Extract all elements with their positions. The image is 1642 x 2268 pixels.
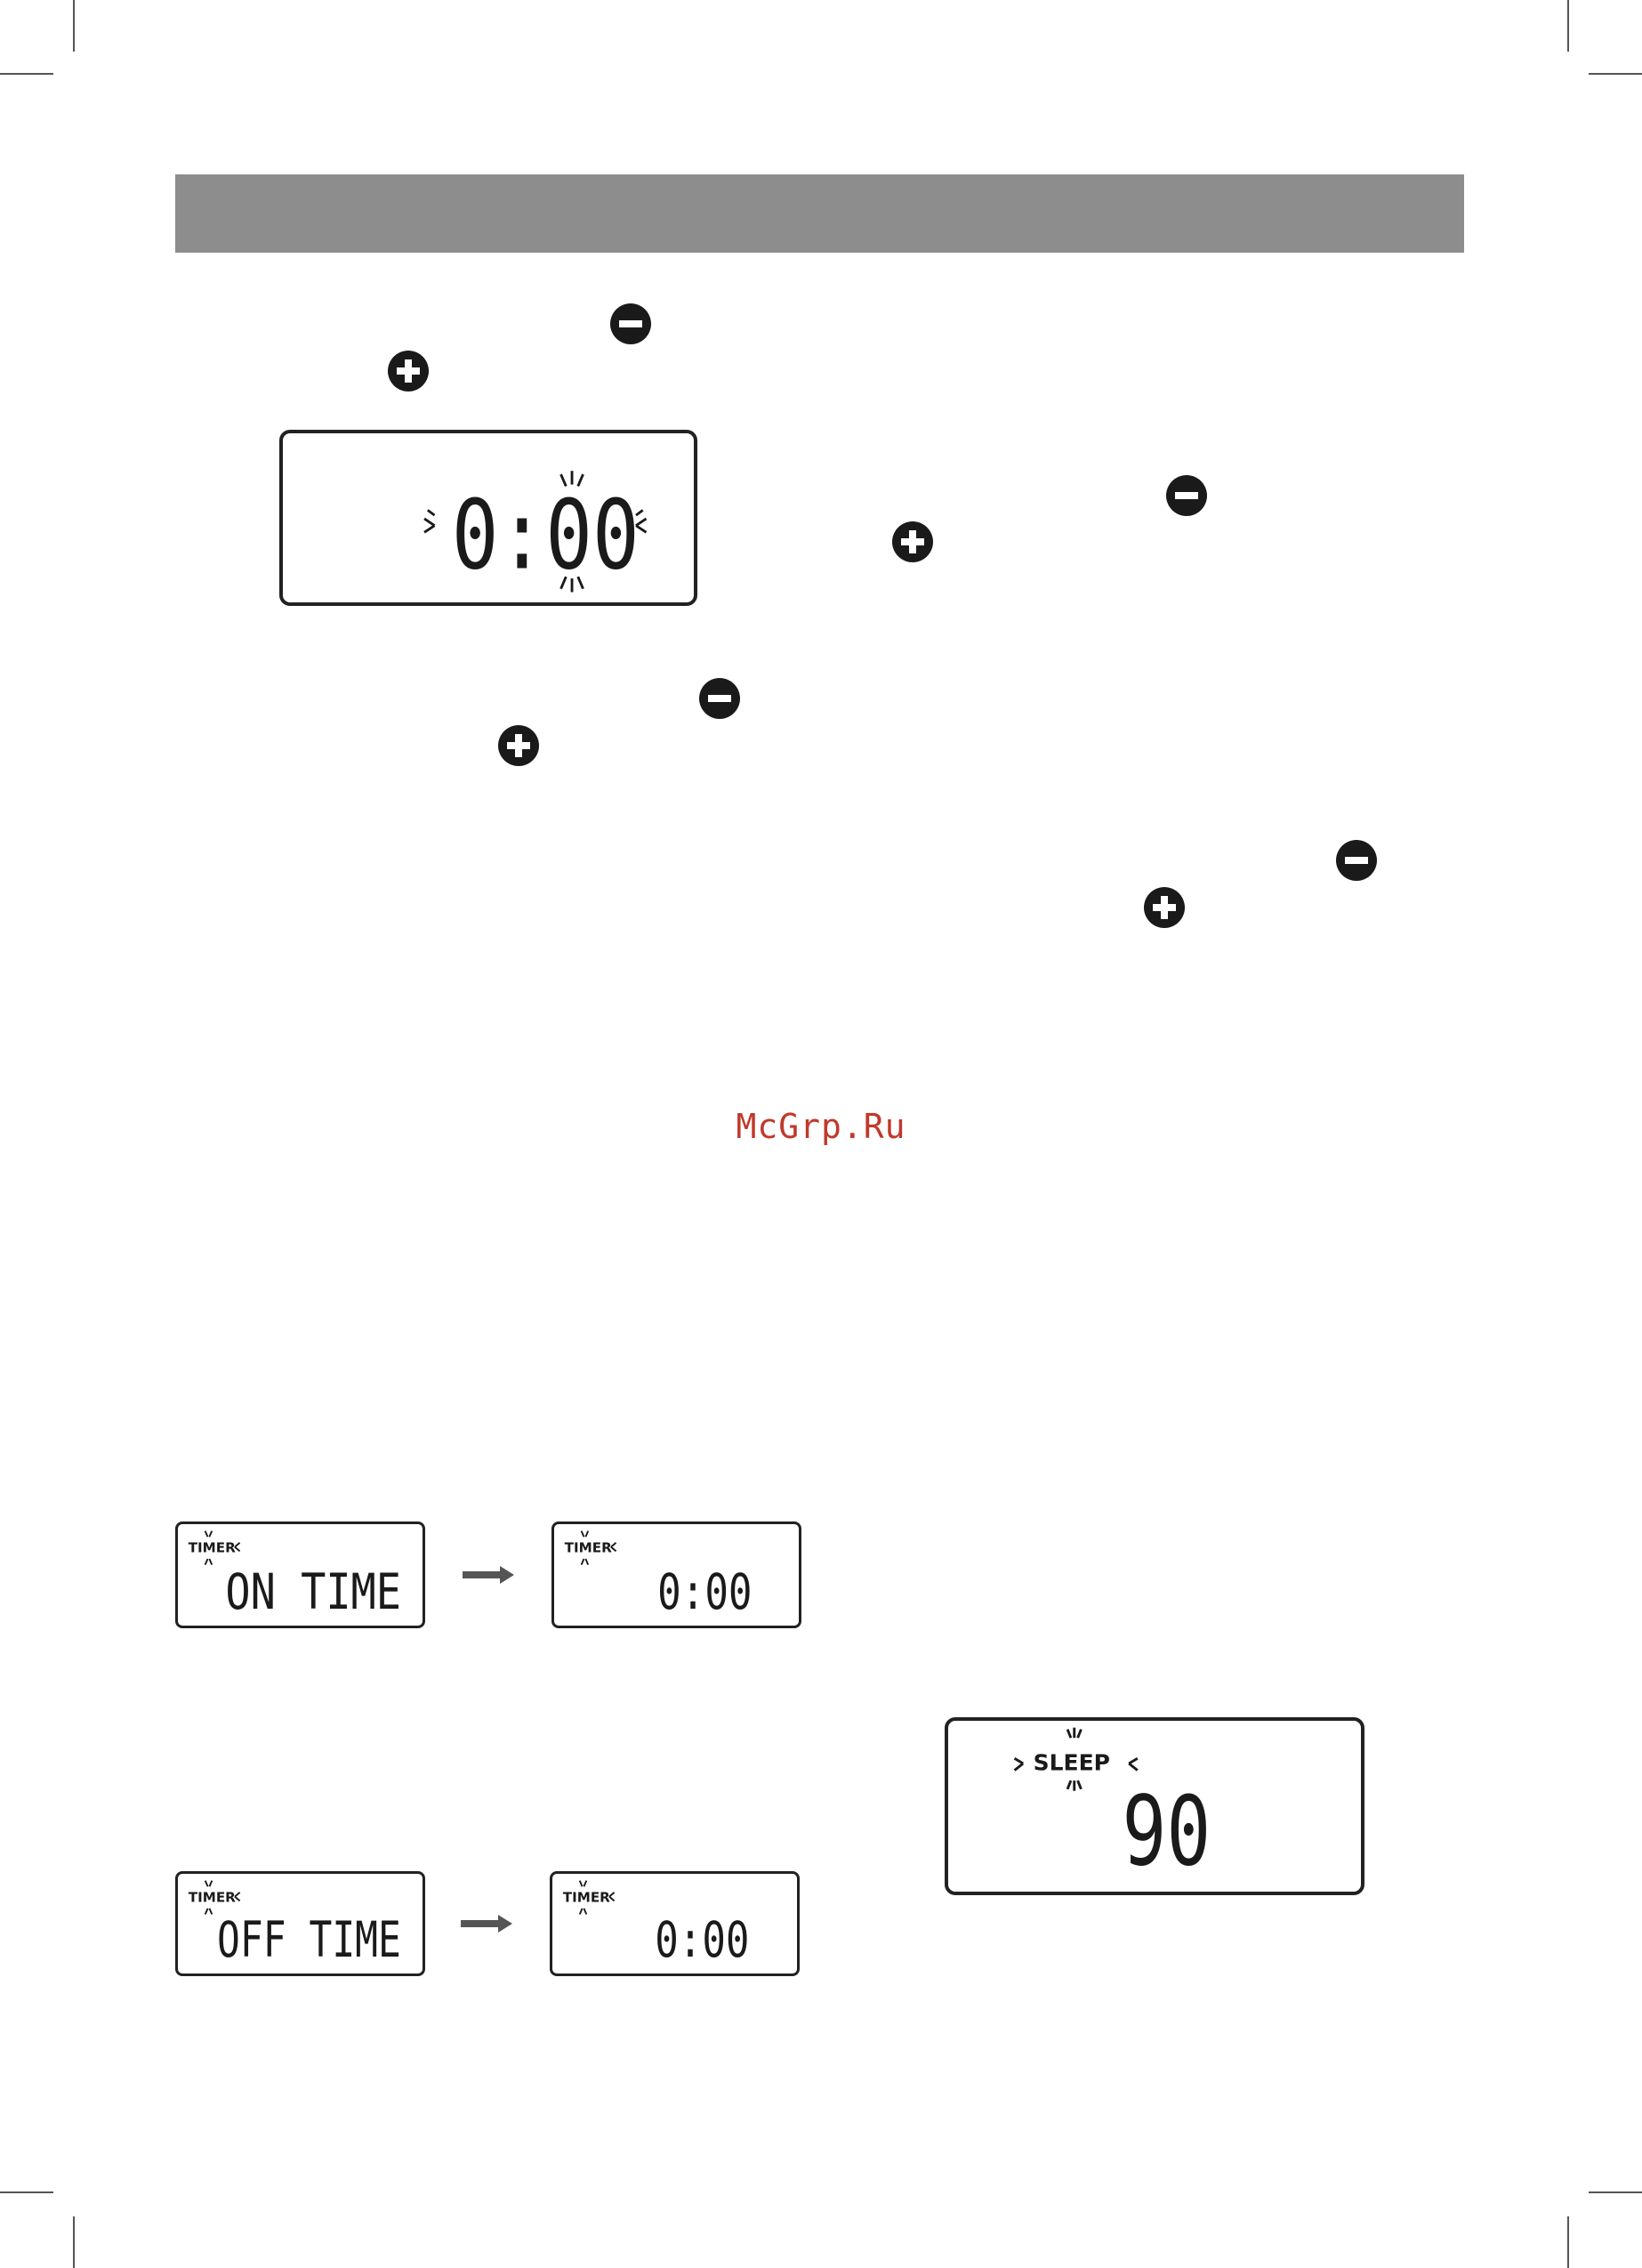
- watermark: McGrp.Ru: [736, 1107, 906, 1146]
- on-time-value: 0:00: [657, 1563, 753, 1620]
- minus-circle-icon: [1166, 475, 1207, 516]
- minus-circle-icon: [699, 678, 740, 719]
- plus-circle-icon: [498, 725, 539, 766]
- section-header-bar: [175, 174, 1464, 253]
- plus-circle-icon: [388, 351, 429, 391]
- clock-time-readout: 0:00: [451, 480, 640, 592]
- minus-circle-icon: [610, 303, 651, 344]
- plus-circle-icon: [892, 521, 933, 562]
- timer-indicator: TIMER: [188, 1539, 236, 1556]
- right-arrow-icon: [461, 1915, 512, 1933]
- crop-mark: [0, 2191, 53, 2193]
- crop-mark: [1567, 2216, 1569, 2268]
- crop-mark: [73, 2216, 75, 2268]
- clock-lcd-display: [279, 430, 697, 606]
- timer-indicator: TIMER: [564, 1539, 612, 1556]
- sleep-minutes-value: 90: [1122, 1776, 1211, 1888]
- off-time-lcd-display: [175, 1871, 425, 1976]
- crop-mark: [73, 0, 75, 52]
- crop-mark: [1589, 73, 1642, 75]
- crop-mark: [0, 73, 53, 75]
- on-time-message: ON TIME: [225, 1563, 402, 1620]
- crop-mark: [1567, 0, 1569, 52]
- off-time-value: 0:00: [655, 1911, 750, 1969]
- timer-indicator: TIMER: [188, 1889, 236, 1906]
- off-time-value-lcd-display: [550, 1871, 800, 1976]
- on-time-value-lcd-display: [551, 1521, 801, 1628]
- off-time-message: OFF TIME: [217, 1911, 401, 1969]
- plus-circle-icon: [1144, 887, 1185, 928]
- crop-mark: [1589, 2191, 1642, 2193]
- sleep-indicator: SLEEP: [1033, 1749, 1110, 1776]
- timer-indicator: TIMER: [562, 1889, 610, 1906]
- on-time-lcd-display: [175, 1521, 425, 1628]
- minus-circle-icon: [1336, 840, 1377, 881]
- right-arrow-icon: [463, 1566, 514, 1584]
- sleep-lcd-display: [945, 1717, 1364, 1895]
